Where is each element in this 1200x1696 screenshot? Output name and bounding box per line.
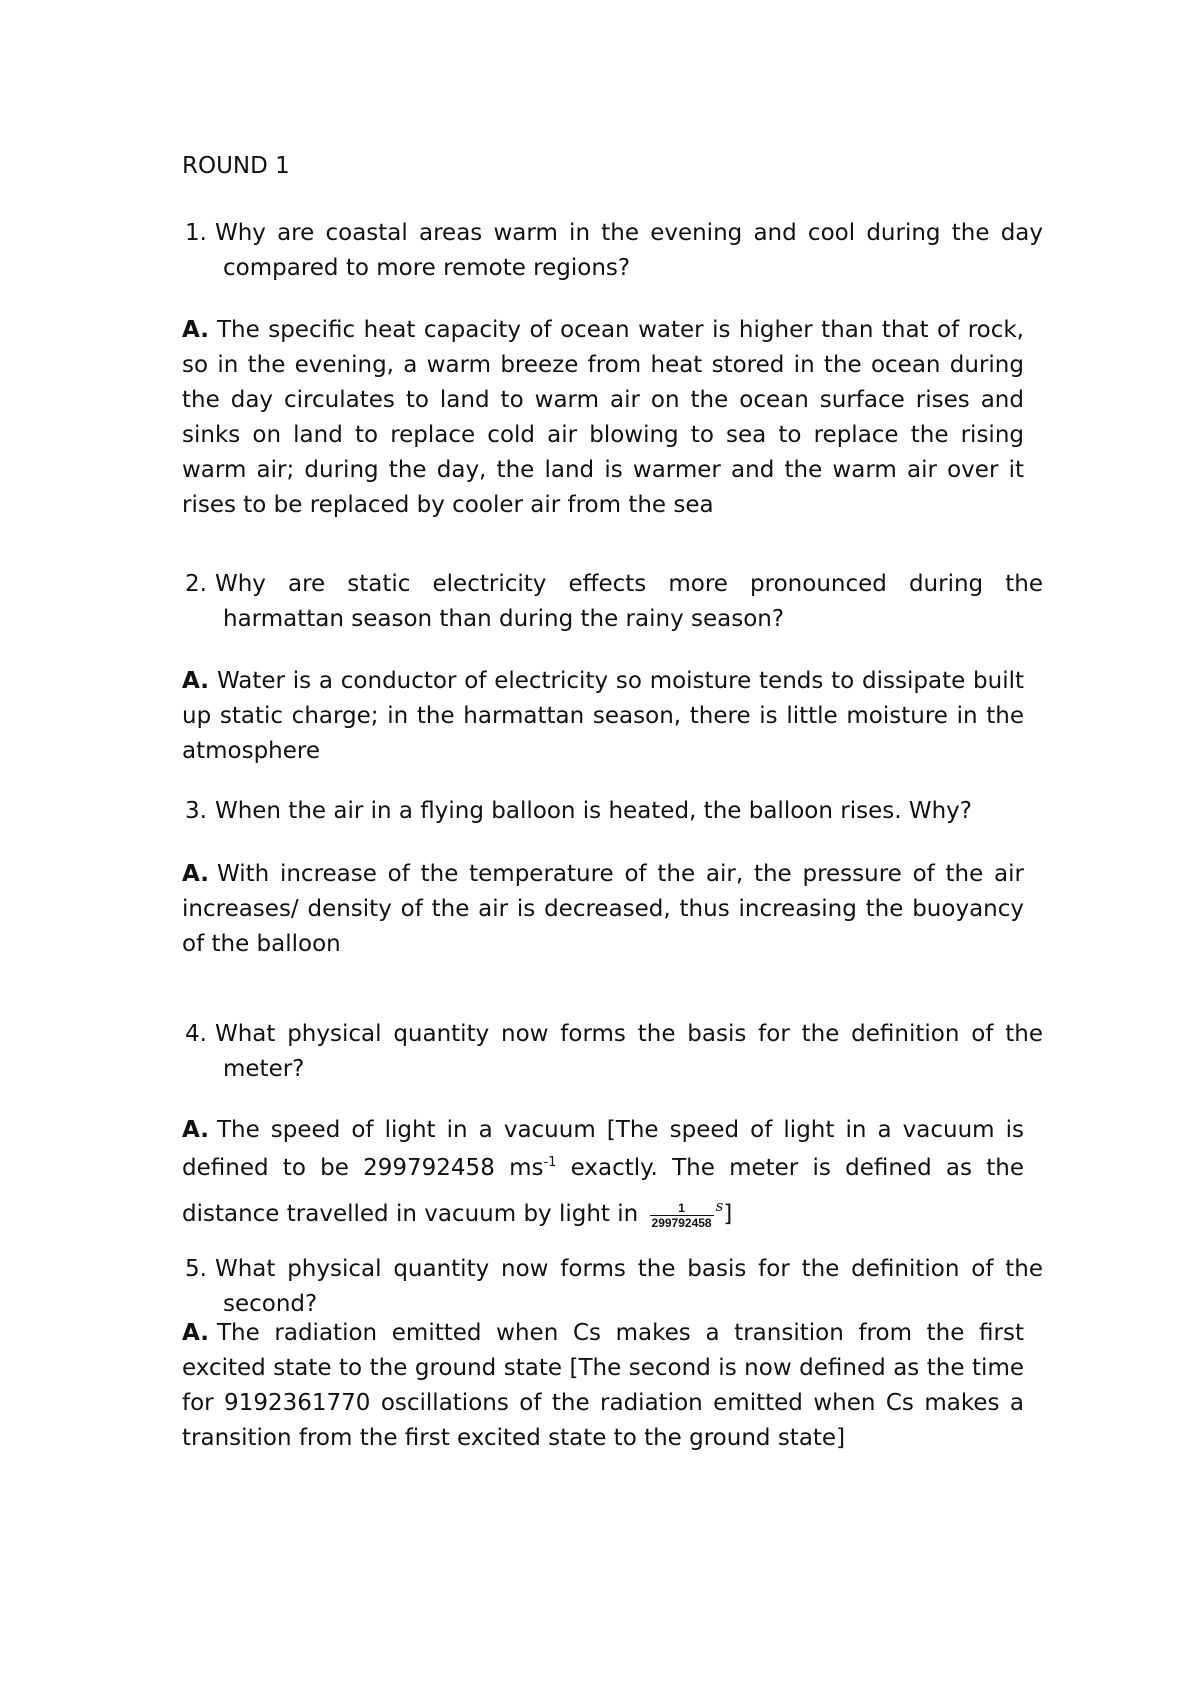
superscript-exponent: -1 <box>543 1155 557 1170</box>
answer-end: ] <box>723 1201 733 1227</box>
answer-2 <box>182 664 1024 769</box>
question-4 <box>185 1017 1043 1087</box>
answer-text: The speed of light in a vacuum [The speed of light in a vacuum is defined to be 299792458 ms <box>182 1117 1024 1181</box>
answer-text: Water is a conductor of electricity so moisture tends to dissipate built up static charge; in the harmattan season, there is little moisture in the atmosphere <box>182 668 1024 764</box>
question-number: 5. <box>185 1256 207 1282</box>
answer-label: A. <box>182 1117 209 1143</box>
answer-text-continued: exactly. The meter is defined as the distance travelled in vacuum by light in <box>182 1155 1024 1227</box>
question-text: Why are coastal areas warm in the evening and cool during the day compared to more remote regions? <box>214 220 1043 281</box>
answer-4 <box>182 1111 1024 1233</box>
question-number: 4. <box>185 1021 207 1047</box>
fraction-denominator: 299792458 <box>651 1216 712 1230</box>
question-number: 3. <box>185 798 207 824</box>
answer-1 <box>182 313 1024 523</box>
question-5 <box>185 1252 1043 1322</box>
answer-5 <box>182 1316 1024 1456</box>
question-text: What physical quantity now forms the basis for the definition of the meter? <box>214 1021 1043 1082</box>
fraction <box>650 1201 714 1230</box>
answer-label: A. <box>182 861 209 887</box>
answer-text: With increase of the temperature of the air, the pressure of the air increases/ density of the air is decreased, thus increasing the buoyancy of the balloon <box>182 861 1024 957</box>
fraction-numerator: 1 <box>650 1201 714 1216</box>
question-text: What physical quantity now forms the basis for the definition of the second? <box>214 1256 1043 1317</box>
question-text: When the air in a flying balloon is heated, the balloon rises. Why? <box>214 798 972 824</box>
fraction-unit: s <box>715 1197 724 1215</box>
question-1 <box>185 216 1043 286</box>
round-title: ROUND 1 <box>182 153 290 179</box>
question-3 <box>185 794 1043 829</box>
answer-label: A. <box>182 668 209 694</box>
question-number: 1. <box>185 220 207 246</box>
answer-label: A. <box>182 1320 209 1346</box>
answer-3 <box>182 857 1024 962</box>
question-number: 2. <box>185 571 207 597</box>
answer-text: The specific heat capacity of ocean water is higher than that of rock, so in the evening, a warm breeze from heat stored in the ocean during the day circulates to land to warm air on the ocean surface rises and sinks on land to replace cold air blowing to sea to replace the rising warm air; during the day, the land is warmer and the warm air over it rises to be replaced by cooler air from the sea <box>182 317 1024 518</box>
answer-label: A. <box>182 317 209 343</box>
question-2 <box>185 567 1043 637</box>
answer-text: The radiation emitted when Cs makes a transition from the first excited state to the ground state [The second is now defined as the time for 9192361770 oscillations of the radiation emitted when Cs makes a transition from the first excited state to the ground state] <box>182 1320 1024 1451</box>
question-text: Why are static electricity effects more pronounced during the harmattan season than during the rainy season? <box>214 571 1043 632</box>
